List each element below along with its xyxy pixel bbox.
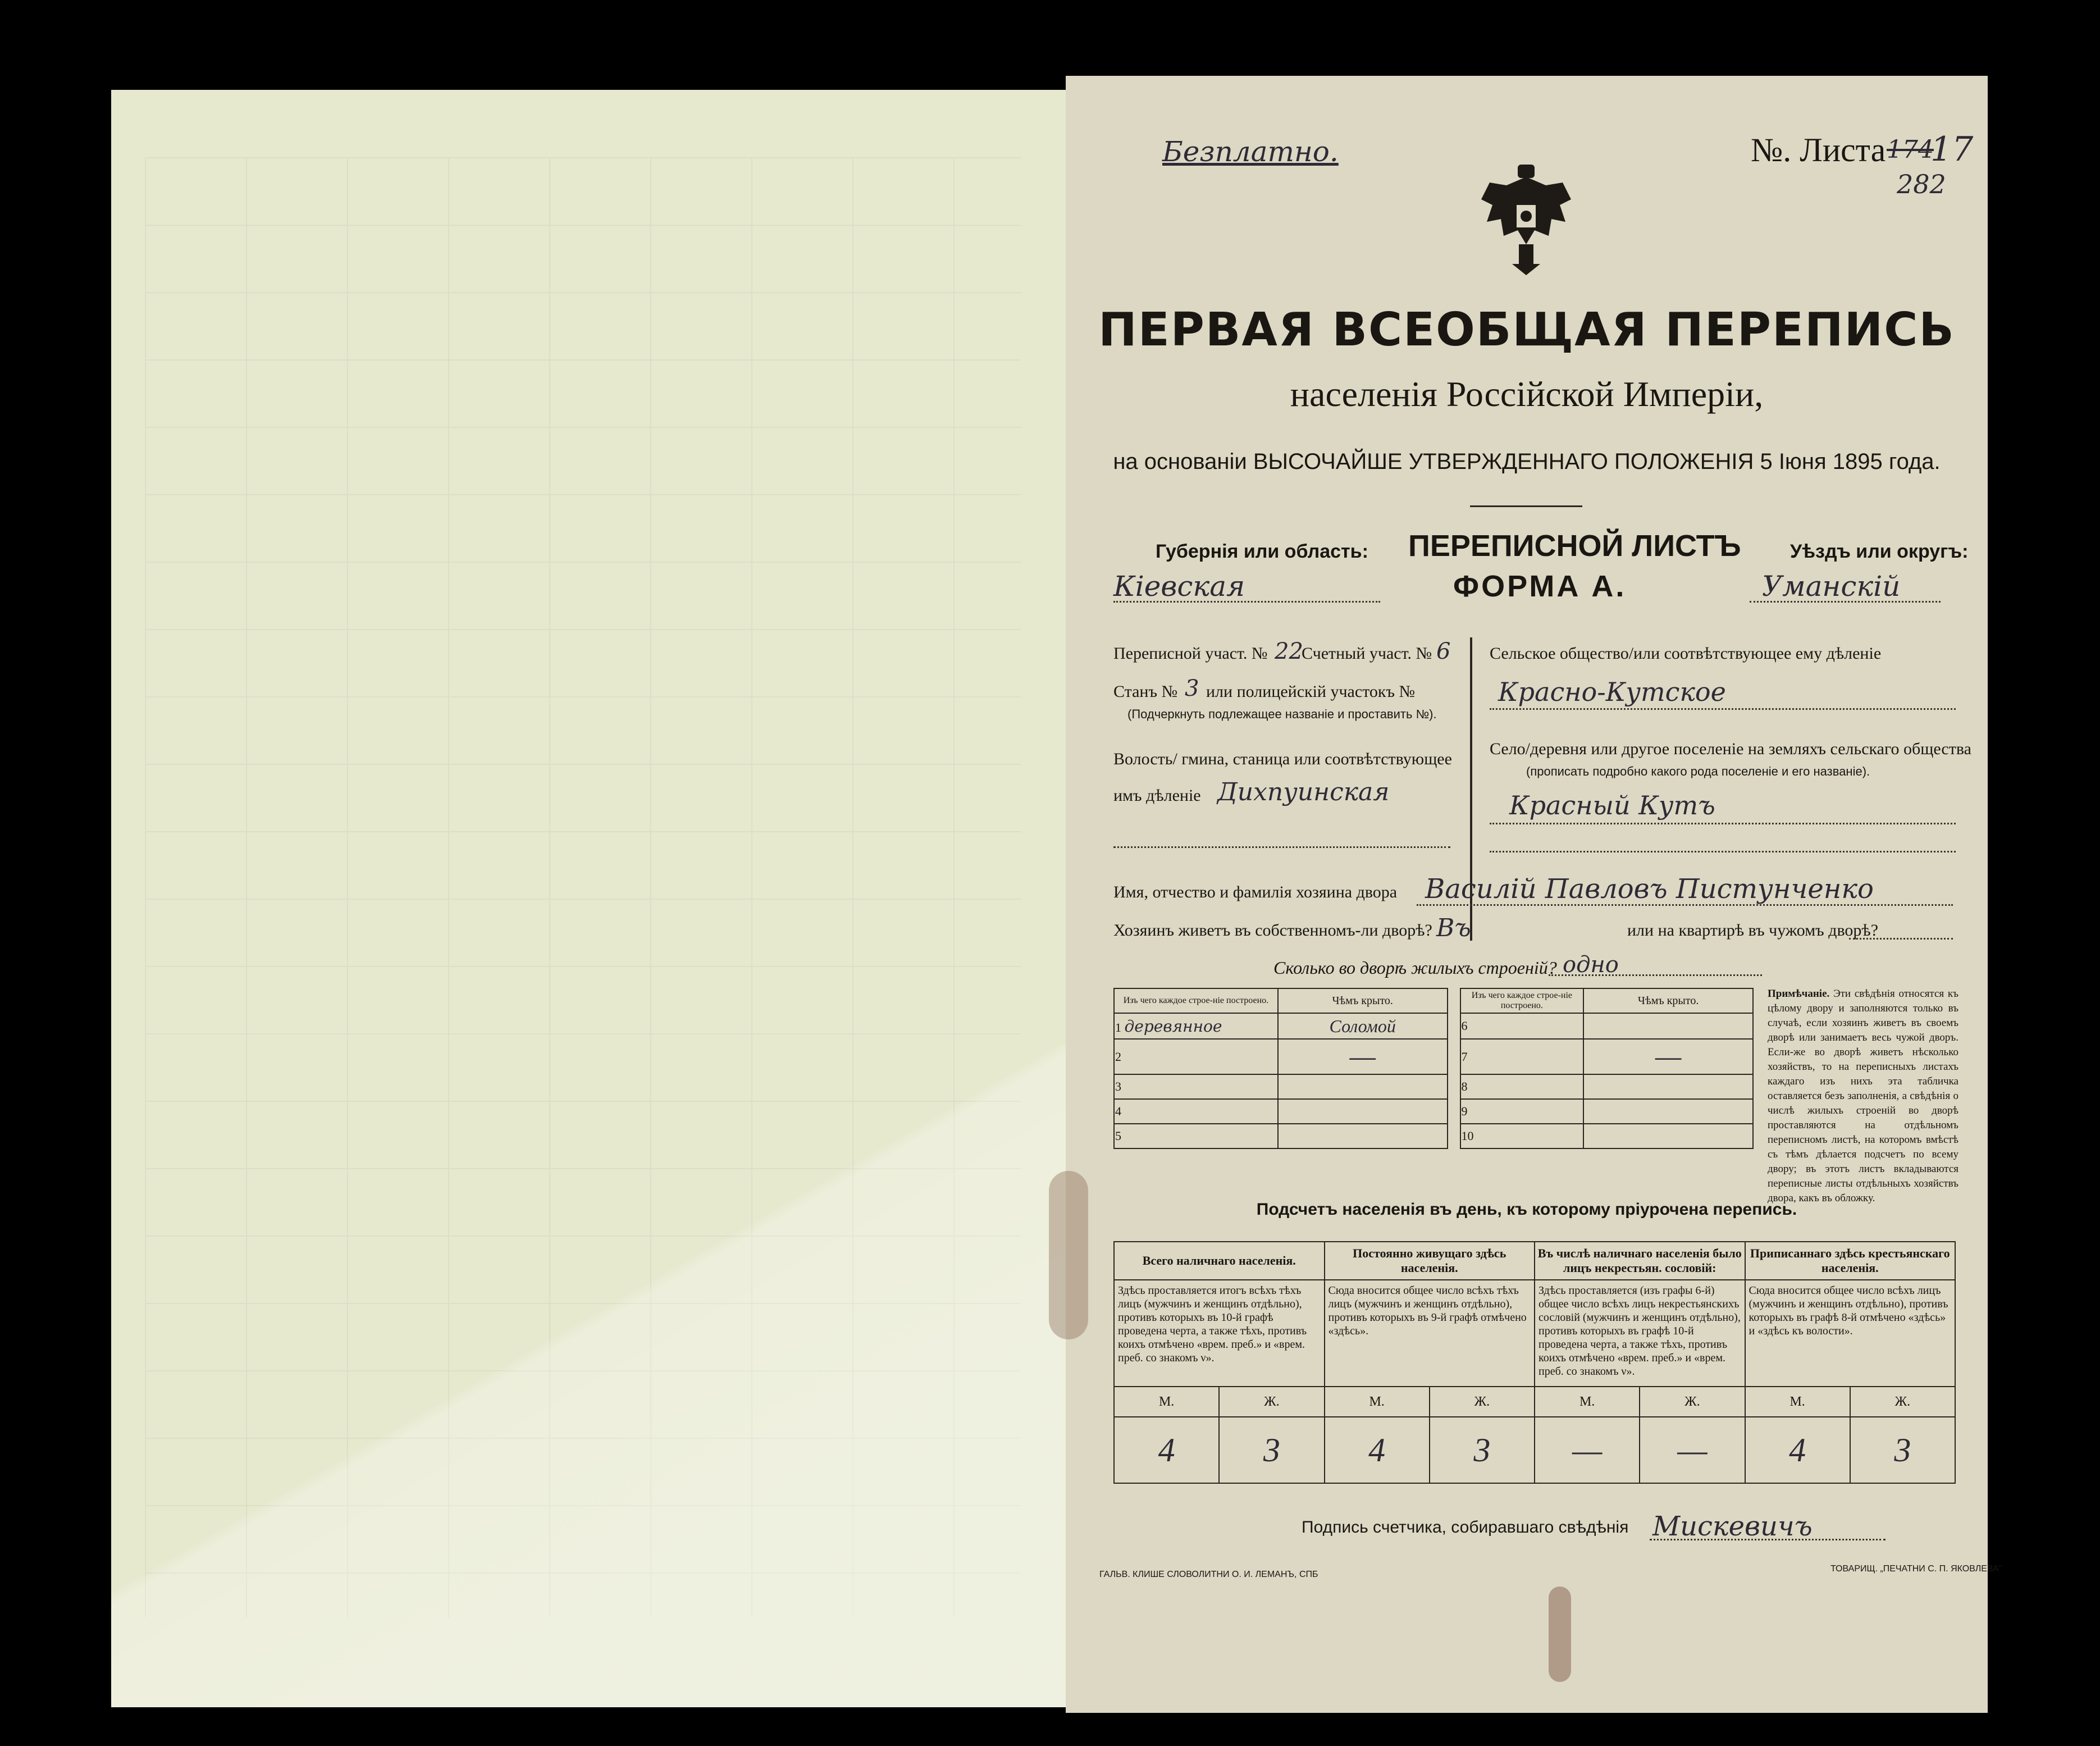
bt-row3-roof [1278,1074,1448,1099]
count-district-value: 6 [1436,639,1451,664]
pop-head-permanent: Постоянно живущаго здѣсь населенія. [1325,1242,1535,1280]
owner-value: Василій Павловъ Пистунченко [1425,873,1874,905]
signature-line [1650,1539,1886,1540]
village-line [1490,823,1956,824]
pop-head-non-peasant: Въ числѣ наличнаго населенія было лицъ некрестьян. сословій: [1535,1242,1745,1280]
note-text: Эти свѣдѣнія относятся къ цѣлому двору и заполняются только въ случаѣ, если хозяинъ живетъ въ своемъ дворѣ или занимаетъ весь чужой дворъ. Если-же во дворѣ живетъ нѣсколько хозяйствъ, то на переписныхъ листахъ каждаго изъ нихъ эта табличка оставляется безъ заполненія, а свѣдѣнія о числѣ жилыхъ строеній во дворѣ проставляются на отдѣльномъ переписномъ листѣ, на которомъ вмѣстѣ съ тѣмъ дѣлается подсчетъ по всему двору; въ этотъ листъ вкладываются переписные листы отдѣльныхъ хозяйствъ двора, какъ въ обложку. [1768,988,1959,1204]
pop-permanent-f: 3 [1430,1417,1535,1483]
pop-desc-total: Здѣсь проставляется итогъ всѣхъ тѣхъ лицъ (мужчинъ и женщинъ отдѣльно), противъ которыхъ въ 10-й графѣ проведена черта, а также тѣхъ, противъ коихъ отмѣчено «врем. преб.» и «врем. преб. со знакомъ ν». [1114,1280,1325,1387]
binding-stain [1049,1171,1088,1339]
paper-fold [111,977,1066,1707]
village-note: (прописать подробно какого рода поселеніе и его названіе). [1526,764,1870,778]
bt-head-material-right: Изъ чего каждое строе-ніе построено. [1460,988,1584,1013]
volost-label2: имъ дѣленіе [1113,786,1201,805]
bt-row4-material: 4 [1114,1099,1278,1124]
pop-total-f: 3 [1219,1417,1324,1483]
census-district-value: 22 [1275,639,1303,664]
bt-row9-material: 9 [1460,1099,1584,1124]
province-value: Кіевская [1113,570,1245,603]
bt-row8-material: 8 [1460,1074,1584,1099]
sheet-number-label: №. Листа [1751,131,1886,168]
bt-row10-material: 10 [1460,1124,1584,1148]
note-title: Примѣчаніе. [1768,988,1830,1000]
bt-row2-roof: — [1278,1039,1448,1074]
pop-desc-peasant: Сюда вносится общее число всѣхъ лицъ (мужчинъ и женщинъ отдѣльно), противъ которыхъ въ графѣ 8-й отмѣчено «здѣсь» и «здѣсь къ волости». [1745,1280,1956,1387]
society-label: Сельское общество/или соотвѣтствующее ему дѣленіе [1490,644,1882,663]
census-district-label: Переписной участ. № [1113,644,1268,663]
bt-row6-material: 6 [1460,1013,1584,1039]
pop-total-m: 4 [1114,1417,1219,1483]
bt-row10-roof [1583,1124,1753,1148]
buildings-label: Сколько во дворѣ жилыхъ строеній? [1273,958,1557,978]
rent-label: или на квартирѣ въ чужомъ дворѣ? [1627,921,1879,940]
buildings-line [1549,974,1762,976]
volost-label: Волость/ гмина, станица или соотвѣтствующее [1113,750,1452,768]
bt-row3-material: 3 [1114,1074,1278,1099]
volost-value: Дихпуинская [1217,778,1390,806]
village-line-2 [1490,851,1956,853]
sheet-number-struck: 174 [1887,135,1934,164]
bt-row5-roof [1278,1124,1448,1148]
ink-stain [1549,1587,1571,1682]
district-value: Уманскій [1762,570,1901,603]
sheet-number-value: 17 [1930,130,1974,169]
village-label: Село/деревня или другое поселеніе на земляхъ сельскаго общества [1490,740,1971,758]
pop-desc-permanent: Сюда вносится общее число всѣхъ тѣхъ лицъ (мужчинъ и женщинъ отдѣльно), противъ которыхъ въ 9-й графѣ отмѣчено «здѣсь». [1325,1280,1535,1387]
title-divider [1470,505,1582,507]
society-line [1490,708,1956,710]
bt-head-material-left: Изъ чего каждое строе-ніе построено. [1114,988,1278,1013]
bt-row9-roof [1583,1099,1753,1124]
population-table [1113,1241,1956,1484]
village-value: Красный Кутъ [1509,790,1715,820]
printer-left: ГАЛЬВ. КЛИШЕ СЛОВОЛИТНИ О. И. ЛЕМАНЪ, СПБ [1099,1570,1318,1579]
bt-row6-roof [1583,1013,1753,1039]
stan-suffix: или полицейскій участокъ № [1206,682,1416,701]
count-district-label: Счетный участ. № [1302,644,1432,663]
printer-right: ТОВАРИЩ. „ПЕЧАТНИ С. П. ЯКОВЛЕВА" [1830,1564,2002,1574]
pop-peasant-m: 4 [1745,1417,1850,1483]
own-yard-label: Хозяинъ живетъ въ собственномъ-ли дворѣ? [1113,921,1432,940]
district-label: Уѣздъ или округъ: [1790,541,1969,562]
stan-label: Станъ № [1113,682,1178,701]
form-title-line1: ПЕРЕПИСНОЙ ЛИСТЪ [1408,529,1741,563]
bt-row1-material: 1 деревянное [1114,1013,1278,1039]
bt-row7-roof: — [1583,1039,1753,1074]
province-line [1113,601,1380,603]
rent-line [1849,938,1953,940]
buildings-value: одно [1563,952,1619,978]
buildings-note [1768,987,1959,1206]
own-yard-value: Въ [1436,914,1471,942]
pop-desc-non-peasant: Здѣсь проставляется (изъ графы 6-й) общее число всѣхъ лицъ некрестьянскихъ сословій (мужчинъ и женщинъ отдѣльно), противъ которыхъ въ графѣ 10-й проведена черта, а также тѣхъ, противъ коихъ отмѣчено «врем. преб.» и «врем. преб. со знакомъ ν». [1535,1280,1745,1387]
sheet-number-alt: 282 [1897,169,1946,199]
bt-row4-roof [1278,1099,1448,1124]
bt-row1-roof: Соломой [1278,1013,1448,1039]
pop-m-label-total: М. [1114,1387,1219,1417]
pop-non-peasant-m: — [1535,1417,1640,1483]
pop-m-label-peasant: М. [1745,1387,1850,1417]
census-subtitle: населенія Россійской Имперіи, [1290,374,1764,414]
volost-line [1113,846,1450,848]
census-title: ПЕРВАЯ ВСЕОБЩАЯ ПЕРЕПИСЬ [1098,303,1955,357]
stan-value: 3 [1185,676,1199,701]
pop-f-label-total: Ж. [1219,1387,1324,1417]
census-form-page [1066,76,2002,1713]
stan-note: (Подчеркнуть подлежащее названіе и проставить №). [1127,707,1437,721]
census-basis: на основаніи ВЫСОЧАЙШЕ УТВЕРЖДЕННАГО ПОЛОЖЕНІЯ 5 Іюня 1895 года. [1113,449,1941,474]
pop-f-label-permanent: Ж. [1430,1387,1535,1417]
owner-label: Имя, отчество и фамилія хозяина двора [1113,883,1398,901]
pop-f-label-peasant: Ж. [1850,1387,1955,1417]
bt-row7-material: 7 [1460,1039,1584,1074]
owner-line [1417,904,1953,906]
bt-head-roof-right: Чѣмъ крыто. [1583,988,1753,1013]
bt-row8-roof [1583,1074,1753,1099]
bt-head-roof-left: Чѣмъ крыто. [1278,988,1448,1013]
buildings-table [1113,988,1754,1149]
pop-m-label-non-peasant: М. [1535,1387,1640,1417]
bt-row2-material: 2 [1114,1039,1278,1074]
pop-peasant-f: 3 [1850,1417,1955,1483]
pop-head-peasant: Приписаннаго здѣсь крестьянскаго населенія. [1745,1242,1956,1280]
society-value: Красно-Кутское [1498,677,1726,707]
population-title: Подсчетъ населенія въ день, къ которому пріурочена перепись. [1256,1200,1797,1219]
pop-non-peasant-f: — [1640,1417,1745,1483]
signature-label: Подпись счетчика, собиравшаго свѣдѣнія [1302,1518,1629,1537]
double-eagle-emblem-icon [1478,160,1574,278]
left-blank-page [111,90,1066,1707]
province-label: Губернія или область: [1156,541,1368,562]
district-line [1750,601,1941,603]
form-title-line2: ФОРМА А. [1453,569,1627,603]
pop-head-total: Всего наличнаго населенія. [1114,1242,1325,1280]
bt-row5-material: 5 [1114,1124,1278,1148]
signature-value: Мискевичъ [1652,1511,1813,1542]
pop-m-label-permanent: М. [1325,1387,1430,1417]
pop-f-label-non-peasant: Ж. [1640,1387,1745,1417]
free-label: Безплатно. [1162,135,1339,168]
pop-permanent-m: 4 [1325,1417,1430,1483]
